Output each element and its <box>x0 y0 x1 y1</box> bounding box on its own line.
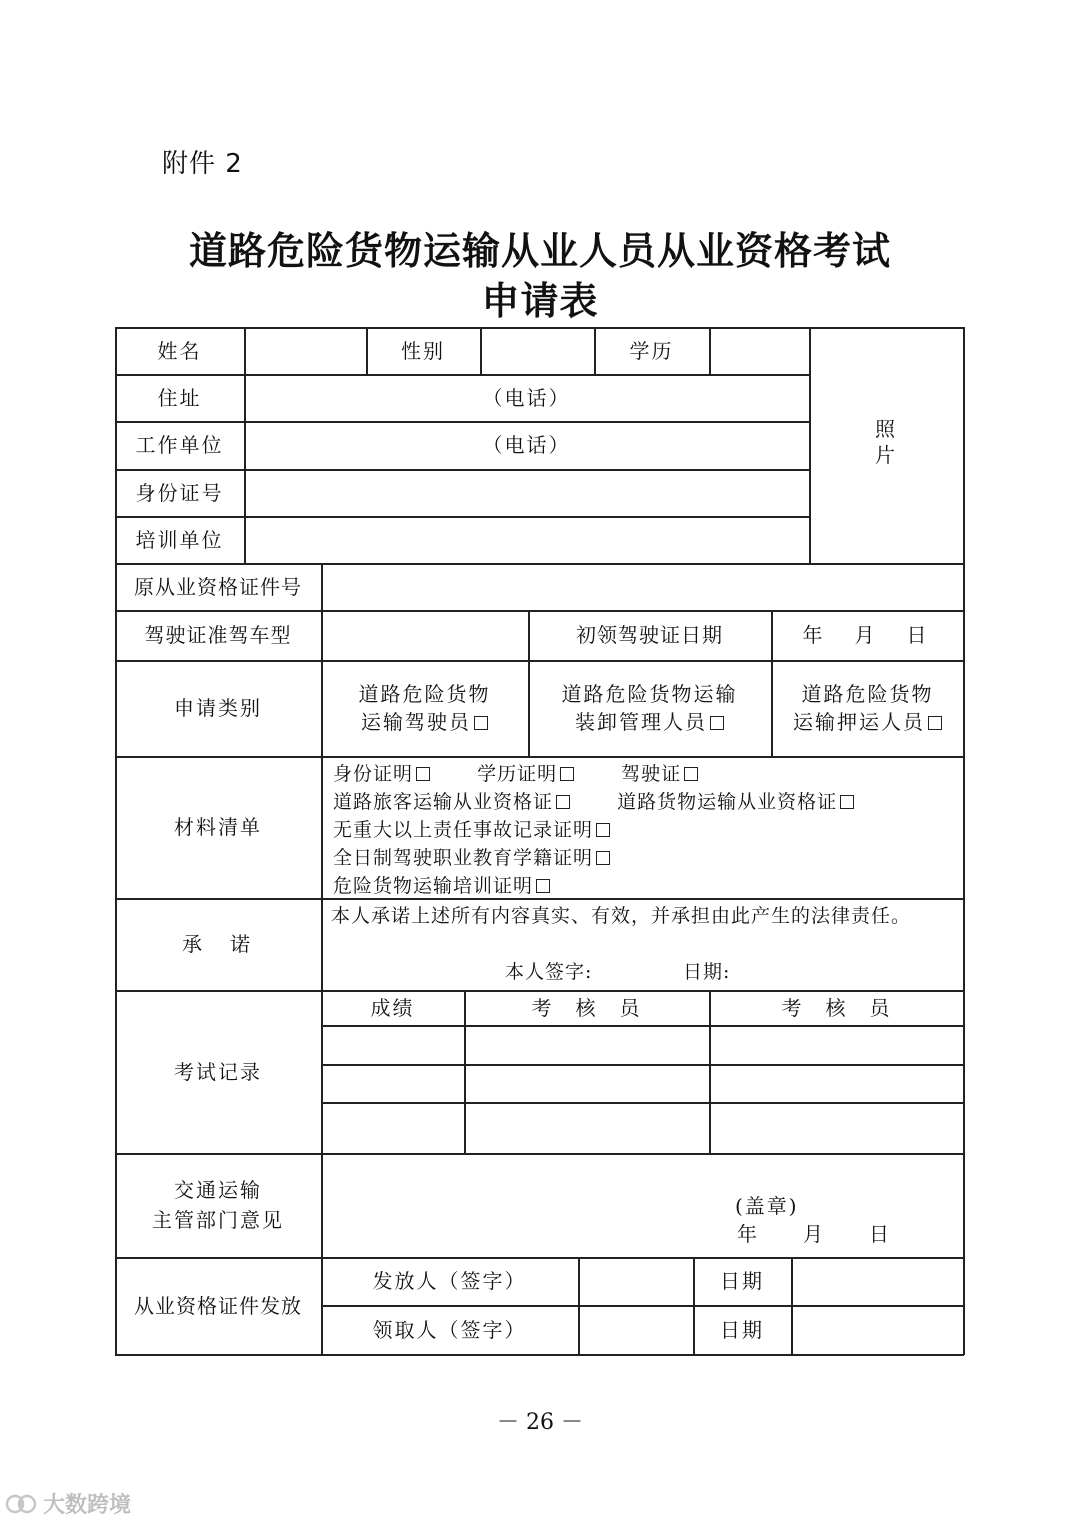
cert-issue-label: 从业资格证件发放 <box>134 1293 302 1318</box>
attachment-label: 附件 2 <box>162 149 243 179</box>
category-label: 申请类别 <box>174 696 262 720</box>
exam-examiner-header-1: 考 核 员 <box>531 995 642 1020</box>
category-escort-line2: 运输押运人员 <box>793 710 925 734</box>
gender-label: 性别 <box>401 338 445 363</box>
issuer-label: 发放人（签字） <box>372 1269 527 1293</box>
exam-score-header: 成绩 <box>370 995 415 1020</box>
category-escort-line1: 道路危险货物 <box>801 682 934 706</box>
training-unit-field[interactable] <box>244 516 809 563</box>
issue-date-label: 日期 <box>720 1269 764 1293</box>
checkbox[interactable] <box>596 823 610 837</box>
material-passenger-cert: 道路旅客运输从业资格证 <box>333 791 554 813</box>
recipient-signature-field[interactable] <box>578 1305 693 1354</box>
materials-row-4 <box>333 844 953 872</box>
photo-area[interactable] <box>809 417 963 467</box>
first-license-date-field[interactable]: 年 月 日 <box>802 623 933 647</box>
employer-field[interactable] <box>244 421 809 469</box>
material-education-proof: 学历证明 <box>477 763 558 785</box>
original-cert-field[interactable] <box>321 563 964 610</box>
gender-field[interactable] <box>480 327 594 374</box>
checkbox[interactable] <box>474 716 488 730</box>
signature-label: 本人签字: <box>505 961 593 983</box>
training-unit-label: 培训单位 <box>135 527 224 552</box>
watermark-text: 大数跨境 <box>43 1493 132 1518</box>
pledge-date-label: 日期: <box>683 961 731 983</box>
photo-label-1: 照 <box>875 417 897 441</box>
recipient-label: 领取人（签字） <box>372 1317 527 1342</box>
seal-label: (盖章) <box>735 1194 799 1218</box>
receive-date-label: 日期 <box>720 1317 764 1342</box>
education-label: 学历 <box>629 338 674 363</box>
material-training-proof: 危险货物运输培训证明 <box>333 875 534 897</box>
employer-phone-label: （电话） <box>482 433 571 457</box>
material-fulltime-education-proof: 全日制驾驶职业教育学籍证明 <box>333 847 594 869</box>
form-title: 道路危险货物运输从业人员从业资格考试 <box>188 228 891 273</box>
checkbox[interactable] <box>596 851 610 865</box>
material-driver-license: 驾驶证 <box>621 763 682 785</box>
checkbox[interactable] <box>710 716 724 730</box>
category-loader-line2: 装卸管理人员 <box>575 710 707 734</box>
checkbox[interactable] <box>684 767 698 781</box>
id-number-field[interactable] <box>244 469 809 516</box>
category-driver-line2: 运输驾驶员 <box>361 710 471 734</box>
address-label: 住址 <box>157 385 202 410</box>
watermark-logo-icon <box>5 1491 39 1517</box>
exam-record-label: 考试记录 <box>174 1059 262 1084</box>
watermark <box>5 1488 131 1519</box>
name-label: 姓名 <box>157 338 202 363</box>
authority-label-line2: 主管部门意见 <box>152 1208 284 1232</box>
checkbox[interactable] <box>560 767 574 781</box>
form-subtitle: 申请表 <box>481 278 599 323</box>
authority-label-line1: 交通运输 <box>174 1178 262 1202</box>
materials-label: 材料清单 <box>174 815 262 839</box>
license-class-field[interactable] <box>321 610 528 660</box>
pledge-text: 本人承诺上述所有内容真实、有效，并承担由此产生的法律责任。 <box>331 905 912 927</box>
employer-label: 工作单位 <box>135 433 224 457</box>
materials-row-3 <box>333 816 953 844</box>
checkbox[interactable] <box>536 879 550 893</box>
page-number: － 26 － <box>497 1410 583 1435</box>
checkbox[interactable] <box>840 795 854 809</box>
category-escort-option[interactable] <box>771 660 964 756</box>
name-field[interactable] <box>244 327 366 374</box>
material-freight-cert: 道路货物运输从业资格证 <box>617 791 838 813</box>
signature-field[interactable] <box>625 957 685 987</box>
category-loader-option[interactable] <box>528 660 771 756</box>
material-id-proof: 身份证明 <box>333 763 414 785</box>
address-phone-label: （电话） <box>482 385 571 410</box>
category-driver-option[interactable] <box>321 660 528 756</box>
category-driver-line1: 道路危险货物 <box>358 682 491 706</box>
id-number-label: 身份证号 <box>135 480 224 505</box>
materials-row-2 <box>333 788 953 816</box>
pledge-label: 承 诺 <box>182 932 254 956</box>
photo-label-2: 片 <box>875 443 897 467</box>
original-cert-label: 原从业资格证件号 <box>134 574 302 599</box>
checkbox[interactable] <box>556 795 570 809</box>
authority-opinion-label <box>115 1153 321 1257</box>
material-no-accident-proof: 无重大以上责任事故记录证明 <box>333 819 594 841</box>
materials-list <box>333 760 953 900</box>
checkbox[interactable] <box>416 767 430 781</box>
address-field[interactable] <box>244 374 809 421</box>
checkbox[interactable] <box>928 716 942 730</box>
education-field[interactable] <box>709 327 809 374</box>
exam-examiner-header-2: 考 核 员 <box>781 995 892 1020</box>
issue-date-field[interactable] <box>791 1257 964 1305</box>
category-loader-line1: 道路危险货物运输 <box>561 682 738 706</box>
authority-date: 年 月 日 <box>737 1222 891 1246</box>
receive-date-field[interactable] <box>791 1305 964 1354</box>
issuer-signature-field[interactable] <box>578 1257 693 1305</box>
materials-row-5 <box>333 872 953 900</box>
license-class-label: 驾驶证准驾车型 <box>144 623 292 647</box>
first-license-date-label: 初领驾驶证日期 <box>576 623 723 647</box>
materials-row-1 <box>333 760 953 788</box>
